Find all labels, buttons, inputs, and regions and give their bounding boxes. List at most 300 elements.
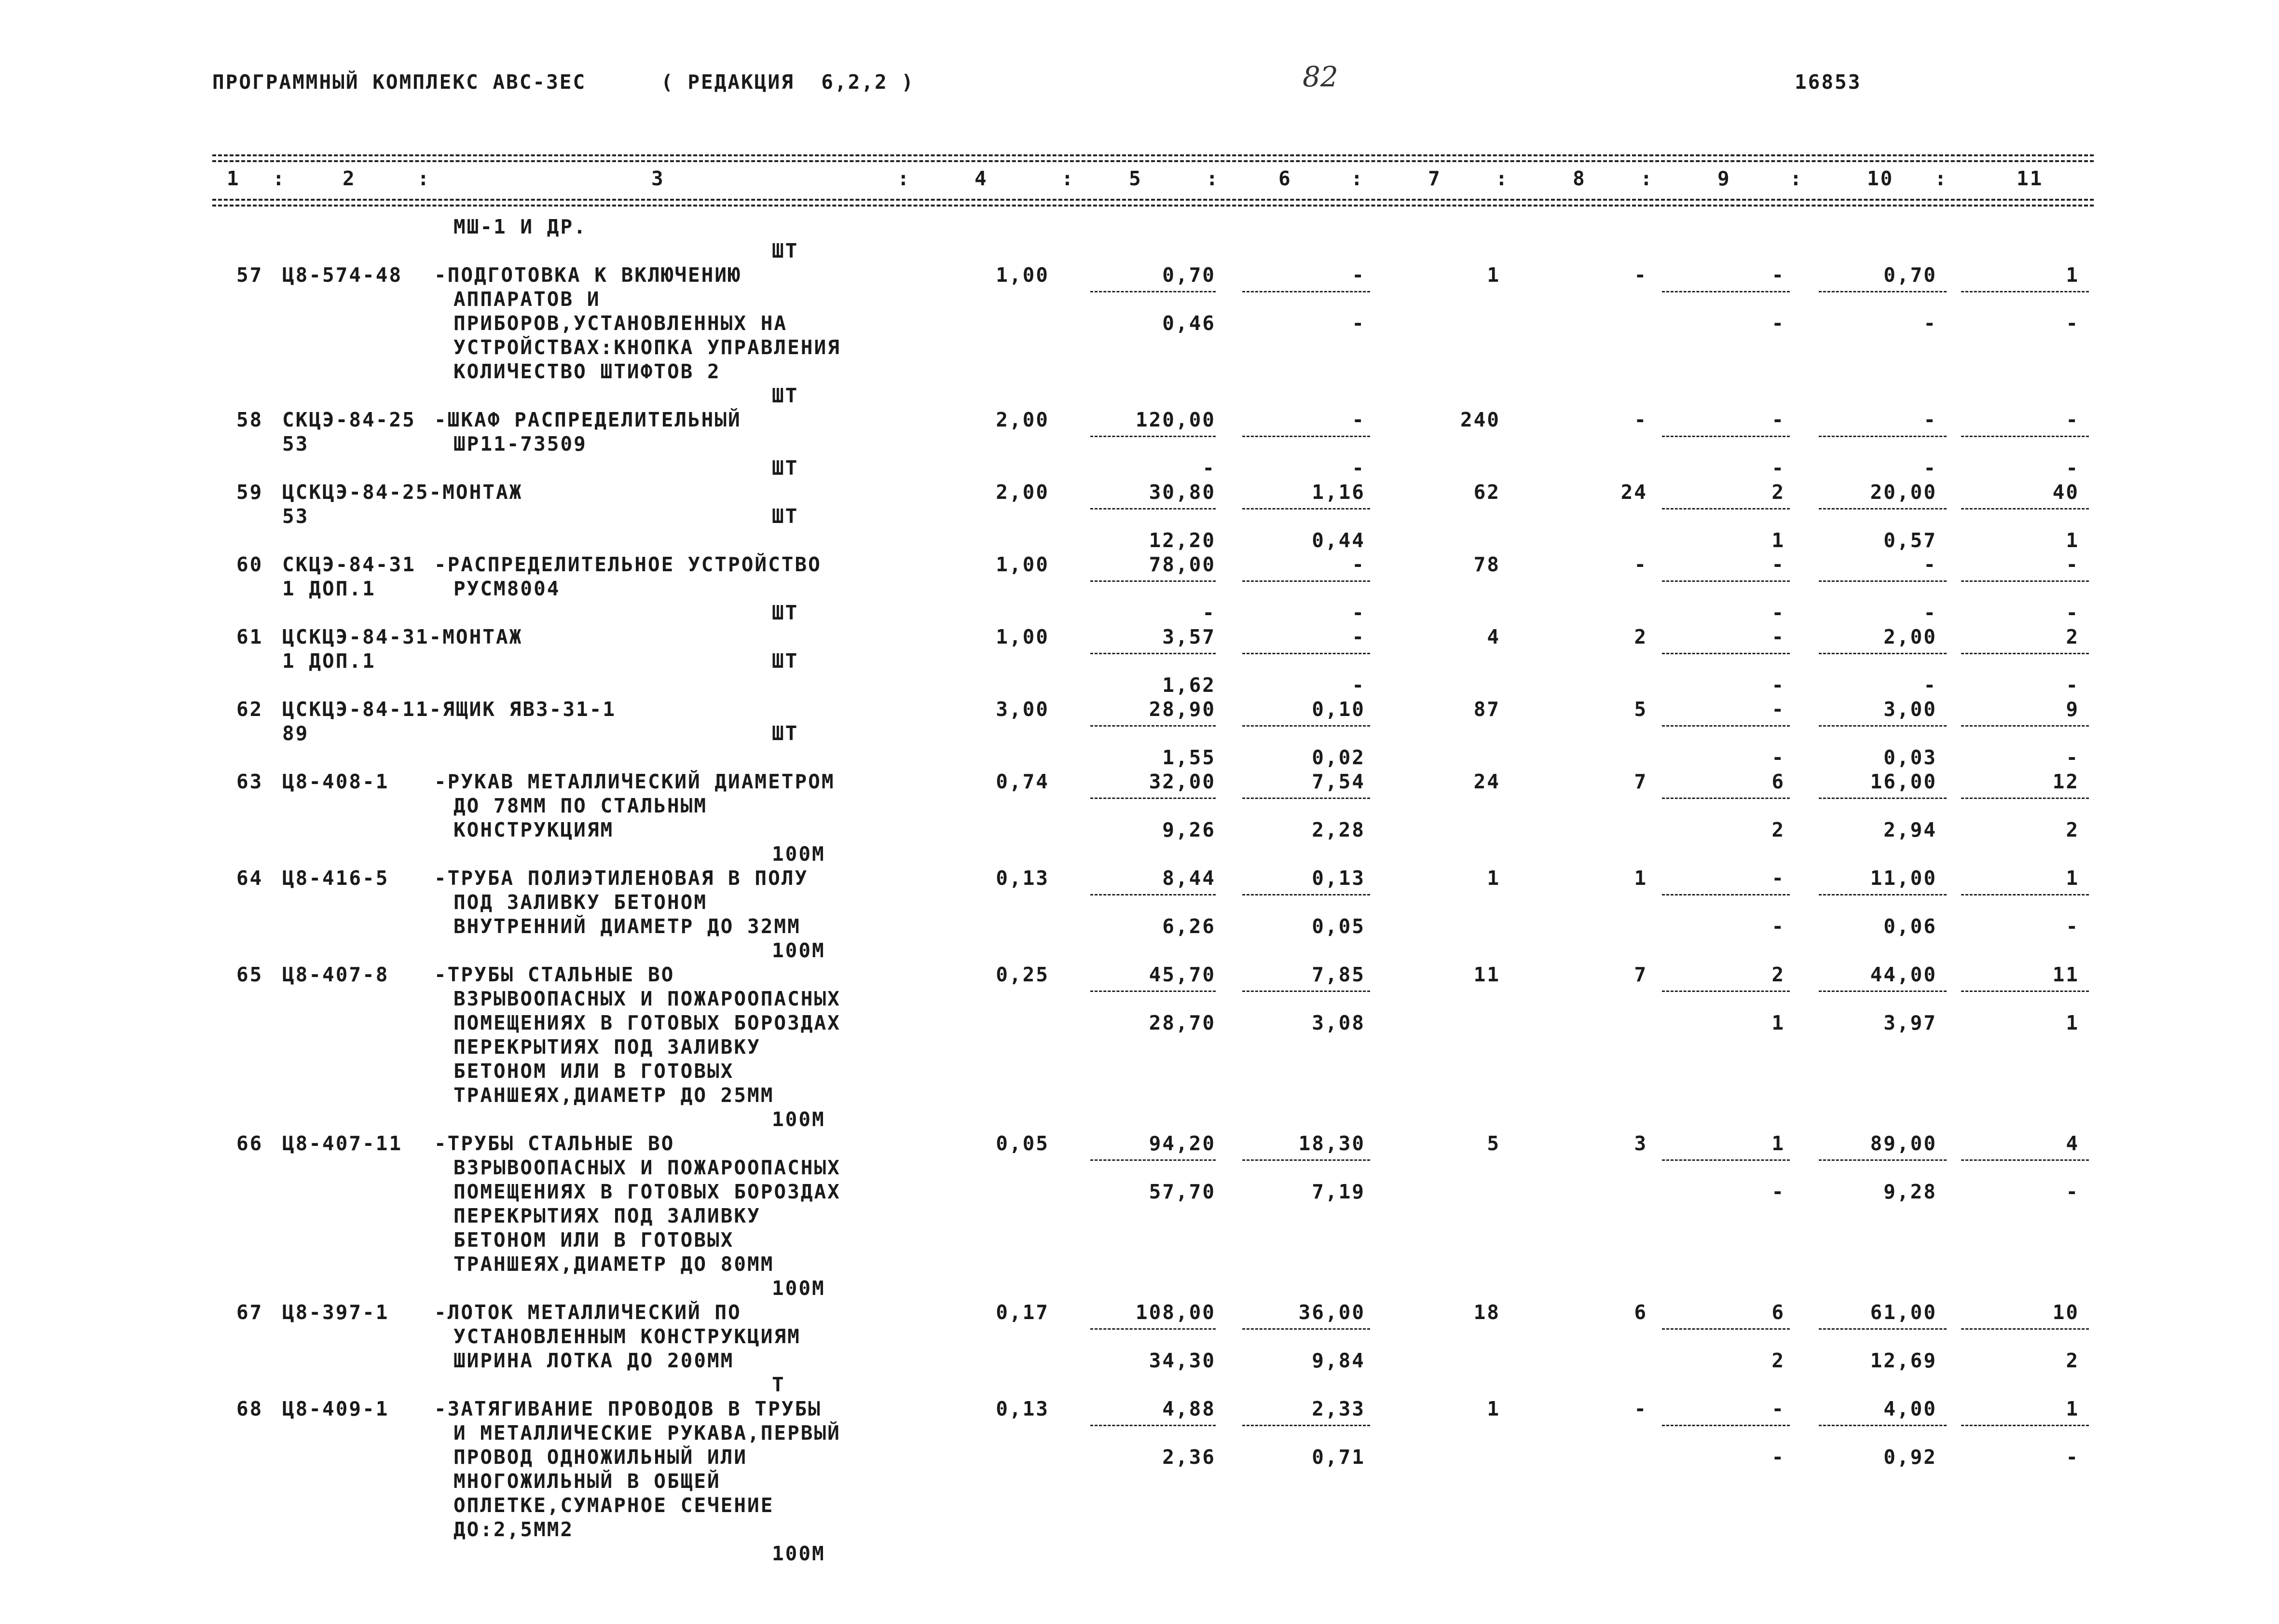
machine-total-wages: - xyxy=(1771,1180,1785,1203)
labor-total-mach: - xyxy=(2066,1180,2079,1203)
cost-total: 108,00 xyxy=(1135,1301,1216,1324)
machine-cost: 1,16 xyxy=(1312,481,1365,504)
quantity: 0,25 xyxy=(996,963,1049,986)
work-description: УСТАНОВЛЕННЫМ КОНСТРУКЦИЯМ xyxy=(453,1325,801,1348)
quantity: 0,74 xyxy=(996,770,1049,793)
cost-total-wages: 6,26 xyxy=(1162,915,1216,938)
work-description: -ЗАТЯГИВАНИЕ ПРОВОДОВ В ТРУБЫ xyxy=(434,1397,822,1420)
total-cost: 62 xyxy=(1473,481,1500,504)
value-separator xyxy=(1242,291,1370,292)
value-separator xyxy=(1819,798,1947,799)
total-cost: 18 xyxy=(1473,1301,1500,1324)
value-separator xyxy=(1242,653,1370,654)
wages-total: - xyxy=(1634,1397,1647,1420)
work-description: МНОГОЖИЛЬНЫЙ В ОБЩЕЙ xyxy=(453,1470,721,1493)
quantity: 0,17 xyxy=(996,1301,1049,1324)
value-separator xyxy=(1662,580,1790,582)
machine-total: 2 xyxy=(1771,963,1785,986)
work-description: ВЗРЫВООПАСНЫХ И ПОЖАРООПАСНЫХ xyxy=(453,1156,841,1179)
work-description: КОЛИЧЕСТВО ШТИФТОВ 2 xyxy=(453,360,721,383)
machine-total: 6 xyxy=(1771,1301,1785,1324)
cost-total: 45,70 xyxy=(1149,963,1216,986)
quantity: 0,13 xyxy=(996,1397,1049,1420)
labor-total-mach: - xyxy=(2066,456,2079,480)
cost-total: 32,00 xyxy=(1149,770,1216,793)
total-cost: 11 xyxy=(1473,963,1500,986)
value-separator xyxy=(1090,653,1216,654)
machine-cost-wages: - xyxy=(1352,674,1365,697)
value-separator xyxy=(1961,653,2089,654)
total-cost: 1 xyxy=(1487,263,1500,287)
machine-cost-wages: 2,28 xyxy=(1312,818,1365,841)
machine-total-wages: 2 xyxy=(1771,818,1785,841)
labor-total-mach: - xyxy=(2066,601,2079,624)
machine-total-wages: - xyxy=(1771,746,1785,769)
wages-total: 6 xyxy=(1634,1301,1647,1324)
cost-total-wages: - xyxy=(1202,456,1216,480)
value-separator xyxy=(1662,798,1790,799)
work-description: ПЕРЕКРЫТИЯХ ПОД ЗАЛИВКУ xyxy=(453,1204,761,1227)
labor-total: 2 xyxy=(2066,625,2079,648)
machine-cost-wages: - xyxy=(1352,456,1365,480)
wages-total: - xyxy=(1634,553,1647,576)
work-description: ТРАНШЕЯХ,ДИАМЕТР ДО 80ММ xyxy=(453,1252,774,1276)
cost-total-wages: 57,70 xyxy=(1149,1180,1216,1203)
work-description: -ТРУБЫ СТАЛЬНЫЕ ВО xyxy=(434,963,675,986)
value-separator xyxy=(1242,580,1370,582)
work-description: ПОМЕЩЕНИЯХ В ГОТОВЫХ БОРОЗДАХ xyxy=(453,1011,841,1034)
price-code: Ц8-574-48 xyxy=(282,263,403,287)
wages-total: 24 xyxy=(1620,481,1647,504)
labor-unit-mach: - xyxy=(1923,312,1937,335)
value-separator xyxy=(1961,1159,2089,1161)
machine-total: 2 xyxy=(1771,481,1785,504)
work-description: ВНУТРЕННИЙ ДИАМЕТР ДО 32ММ xyxy=(453,915,801,938)
wages-total: - xyxy=(1634,263,1647,287)
value-separator xyxy=(1242,1159,1370,1161)
work-description: ПОМЕЩЕНИЯХ В ГОТОВЫХ БОРОЗДАХ xyxy=(453,1180,841,1203)
work-description: -ТРУБА ПОЛИЭТИЛЕНОВАЯ В ПОЛУ xyxy=(434,867,809,890)
labor-unit: 61,00 xyxy=(1870,1301,1937,1324)
wages-total: 1 xyxy=(1634,867,1647,890)
price-code: 53 xyxy=(282,505,309,528)
labor-total: 1 xyxy=(2066,263,2079,287)
work-description: ШИРИНА ЛОТКА ДО 200ММ xyxy=(453,1349,734,1372)
machine-total: - xyxy=(1771,263,1785,287)
cost-total-wages: 9,26 xyxy=(1162,818,1216,841)
value-separator xyxy=(1819,991,1947,992)
machine-total: - xyxy=(1771,408,1785,431)
value-separator xyxy=(1961,508,2089,509)
cost-total: 0,70 xyxy=(1162,263,1216,287)
cost-total: 30,80 xyxy=(1149,481,1216,504)
work-description: ПРИБОРОВ,УСТАНОВЛЕННЫХ НА xyxy=(453,312,788,335)
value-separator xyxy=(1819,580,1947,582)
work-description: -РУКАВ МЕТАЛЛИЧЕСКИЙ ДИАМЕТРОМ xyxy=(434,770,835,793)
labor-total: 1 xyxy=(2066,1397,2079,1420)
row-number: 57 xyxy=(236,263,263,287)
total-cost: 24 xyxy=(1473,770,1500,793)
value-separator xyxy=(1961,580,2089,582)
unit-of-measure: ШТ xyxy=(772,456,799,480)
unit-of-measure: 100М xyxy=(772,1108,825,1131)
wages-total: 3 xyxy=(1634,1132,1647,1155)
machine-total-wages: 1 xyxy=(1771,529,1785,552)
labor-unit: 4,00 xyxy=(1883,1397,1937,1420)
cost-total: 28,90 xyxy=(1149,698,1216,721)
value-separator xyxy=(1242,725,1370,727)
value-separator xyxy=(1242,1328,1370,1330)
work-description: -ЛОТОК МЕТАЛЛИЧЕСКИЙ ПО xyxy=(434,1301,741,1324)
column-label-11: 11 xyxy=(2017,167,2044,190)
column-separator: : xyxy=(273,167,286,190)
value-separator xyxy=(1090,1159,1216,1161)
machine-total: - xyxy=(1771,625,1785,648)
value-separator xyxy=(1961,798,2089,799)
labor-unit: 20,00 xyxy=(1870,481,1937,504)
total-cost: 240 xyxy=(1460,408,1500,431)
value-separator xyxy=(1819,1328,1947,1330)
page-number: 82 xyxy=(1303,60,1338,93)
cost-total: 8,44 xyxy=(1162,867,1216,890)
value-separator xyxy=(1819,725,1947,727)
work-description: -ТРУБЫ СТАЛЬНЫЕ ВО xyxy=(434,1132,675,1155)
labor-total-mach: 1 xyxy=(2066,529,2079,552)
price-code: Ц8-416-5 xyxy=(282,867,389,890)
work-description: ДО 78ММ ПО СТАЛЬНЫМ xyxy=(453,794,707,817)
column-separator: : xyxy=(1496,167,1509,190)
machine-total-wages: - xyxy=(1771,312,1785,335)
column-label-3: 3 xyxy=(651,167,665,190)
machine-cost: 0,10 xyxy=(1312,698,1365,721)
value-separator xyxy=(1662,991,1790,992)
quantity: 0,13 xyxy=(996,867,1049,890)
cost-total: 94,20 xyxy=(1149,1132,1216,1155)
column-separator: : xyxy=(897,167,911,190)
value-separator xyxy=(1242,894,1370,895)
labor-unit: 11,00 xyxy=(1870,867,1937,890)
row-number: 58 xyxy=(236,408,263,431)
labor-unit-mach: 0,06 xyxy=(1883,915,1937,938)
row-number: 63 xyxy=(236,770,263,793)
column-label-5: 5 xyxy=(1129,167,1142,190)
machine-cost: 2,33 xyxy=(1312,1397,1365,1420)
work-description: УСТРОЙСТВАХ:КНОПКА УПРАВЛЕНИЯ xyxy=(453,336,841,359)
column-label-2: 2 xyxy=(343,167,356,190)
column-separator: : xyxy=(1790,167,1803,190)
labor-total: - xyxy=(2066,408,2079,431)
cost-total-wages: 28,70 xyxy=(1149,1011,1216,1034)
value-separator xyxy=(1090,291,1216,292)
labor-unit-mach: 3,97 xyxy=(1883,1011,1937,1034)
machine-cost-wages: 3,08 xyxy=(1312,1011,1365,1034)
wages-total: 7 xyxy=(1634,963,1647,986)
total-cost: 1 xyxy=(1487,1397,1500,1420)
value-separator xyxy=(1961,1425,2089,1426)
work-description: БЕТОНОМ ИЛИ В ГОТОВЫХ xyxy=(453,1228,734,1252)
unit-of-measure: Т xyxy=(772,1373,785,1396)
value-separator xyxy=(1662,291,1790,292)
work-description: -ШКАФ РАСПРЕДЕЛИТЕЛЬНЫЙ xyxy=(434,408,741,431)
work-description: ШР11-73509 xyxy=(453,432,587,455)
column-label-7: 7 xyxy=(1428,167,1442,190)
row-number: 66 xyxy=(236,1132,263,1155)
value-separator xyxy=(1662,508,1790,509)
work-description: И МЕТАЛЛИЧЕСКИЕ РУКАВА,ПЕРВЫЙ xyxy=(453,1421,841,1445)
machine-cost: 18,30 xyxy=(1298,1132,1365,1155)
unit-of-measure: ШТ xyxy=(772,649,799,673)
value-separator xyxy=(1242,991,1370,992)
price-code: 1 ДОП.1 xyxy=(282,649,376,673)
unit-of-measure: ШТ xyxy=(772,505,799,528)
labor-total-mach: - xyxy=(2066,674,2079,697)
value-separator xyxy=(1819,1425,1947,1426)
machine-cost-wages: 0,71 xyxy=(1312,1445,1365,1469)
value-separator xyxy=(1662,725,1790,727)
value-separator xyxy=(1090,991,1216,992)
column-separator: : xyxy=(1206,167,1220,190)
price-code: 89 xyxy=(282,722,309,745)
carry-over-unit: ШТ xyxy=(772,239,799,262)
value-separator xyxy=(1961,894,2089,895)
machine-cost: 0,13 xyxy=(1312,867,1365,890)
work-description: -РАСПРЕДЕЛИТЕЛЬНОЕ УСТРОЙСТВО xyxy=(434,553,822,576)
value-separator xyxy=(1961,436,2089,437)
value-separator xyxy=(1662,436,1790,437)
cost-total: 4,88 xyxy=(1162,1397,1216,1420)
labor-unit-mach: 9,28 xyxy=(1883,1180,1937,1203)
column-label-4: 4 xyxy=(975,167,988,190)
header-rule-bottom xyxy=(212,199,2094,201)
machine-total: - xyxy=(1771,1397,1785,1420)
value-separator xyxy=(1090,894,1216,895)
machine-cost-wages: 9,84 xyxy=(1312,1349,1365,1372)
cost-total-wages: 12,20 xyxy=(1149,529,1216,552)
labor-total-mach: 2 xyxy=(2066,818,2079,841)
cost-total-wages: 2,36 xyxy=(1162,1445,1216,1469)
labor-unit: 89,00 xyxy=(1870,1132,1937,1155)
column-label-8: 8 xyxy=(1573,167,1586,190)
row-number: 68 xyxy=(236,1397,263,1420)
machine-cost: - xyxy=(1352,408,1365,431)
price-code: ЦСКЦЭ-84-25-МОНТАЖ xyxy=(282,481,523,504)
labor-unit: - xyxy=(1923,553,1937,576)
labor-total-mach: - xyxy=(2066,915,2079,938)
cost-total: 78,00 xyxy=(1149,553,1216,576)
machine-cost: 7,54 xyxy=(1312,770,1365,793)
row-number: 67 xyxy=(236,1301,263,1324)
value-separator xyxy=(1090,798,1216,799)
value-separator xyxy=(1242,436,1370,437)
machine-total-wages: - xyxy=(1771,601,1785,624)
machine-total: - xyxy=(1771,698,1785,721)
machine-total-wages: - xyxy=(1771,674,1785,697)
value-separator xyxy=(1090,1425,1216,1426)
price-code: Ц8-409-1 xyxy=(282,1397,389,1420)
price-code: Ц8-397-1 xyxy=(282,1301,389,1324)
value-separator xyxy=(1090,508,1216,509)
unit-of-measure: 100М xyxy=(772,939,825,962)
machine-cost-wages: 7,19 xyxy=(1312,1180,1365,1203)
column-separator: : xyxy=(1935,167,1948,190)
labor-unit: 16,00 xyxy=(1870,770,1937,793)
edition-label: ( РЕДАКЦИЯ 6,2,2 ) xyxy=(661,70,915,94)
work-description: БЕТОНОМ ИЛИ В ГОТОВЫХ xyxy=(453,1060,734,1083)
labor-total: 9 xyxy=(2066,698,2079,721)
total-cost: 4 xyxy=(1487,625,1500,648)
row-number: 60 xyxy=(236,553,263,576)
labor-unit-mach: 12,69 xyxy=(1870,1349,1937,1372)
quantity: 2,00 xyxy=(996,408,1049,431)
machine-total-wages: 2 xyxy=(1771,1349,1785,1372)
machine-total: 6 xyxy=(1771,770,1785,793)
column-label-9: 9 xyxy=(1717,167,1731,190)
column-label-1: 1 xyxy=(227,167,240,190)
value-separator xyxy=(1090,1328,1216,1330)
value-separator xyxy=(1819,291,1947,292)
value-separator xyxy=(1819,894,1947,895)
total-cost: 5 xyxy=(1487,1132,1500,1155)
carry-over-description: МШ-1 И ДР. xyxy=(453,215,587,238)
cost-total-wages: - xyxy=(1202,601,1216,624)
labor-unit-mach: - xyxy=(1923,456,1937,480)
work-description: РУСМ8004 xyxy=(453,577,561,600)
cost-total: 120,00 xyxy=(1135,408,1216,431)
labor-total: 1 xyxy=(2066,867,2079,890)
labor-unit-mach: 0,92 xyxy=(1883,1445,1937,1469)
value-separator xyxy=(1819,653,1947,654)
machine-total-wages: - xyxy=(1771,456,1785,480)
column-separator: : xyxy=(417,167,431,190)
machine-total-wages: - xyxy=(1771,1445,1785,1469)
machine-total-wages: 1 xyxy=(1771,1011,1785,1034)
labor-unit-mach: - xyxy=(1923,674,1937,697)
value-separator xyxy=(1662,894,1790,895)
price-code: СКЦЭ-84-31 xyxy=(282,553,416,576)
labor-unit: - xyxy=(1923,408,1937,431)
work-description: ТРАНШЕЯХ,ДИАМЕТР ДО 25ММ xyxy=(453,1084,774,1107)
column-separator: : xyxy=(1640,167,1654,190)
quantity: 1,00 xyxy=(996,553,1049,576)
labor-total: 11 xyxy=(2052,963,2079,986)
value-separator xyxy=(1819,436,1947,437)
work-description: КОНСТРУКЦИЯМ xyxy=(453,818,614,841)
value-separator xyxy=(1090,436,1216,437)
price-code: Ц8-408-1 xyxy=(282,770,389,793)
machine-cost-wages: 0,44 xyxy=(1312,529,1365,552)
wages-total: 5 xyxy=(1634,698,1647,721)
quantity: 1,00 xyxy=(996,625,1049,648)
labor-total-mach: 1 xyxy=(2066,1011,2079,1034)
value-separator xyxy=(1090,725,1216,727)
labor-total-mach: 2 xyxy=(2066,1349,2079,1372)
machine-total-wages: - xyxy=(1771,915,1785,938)
work-description: ПОД ЗАЛИВКУ БЕТОНОМ xyxy=(453,891,707,914)
cost-total-wages: 1,62 xyxy=(1162,674,1216,697)
value-separator xyxy=(1961,991,2089,992)
price-code: 1 ДОП.1 xyxy=(282,577,376,600)
row-number: 59 xyxy=(236,481,263,504)
work-description: ДО:2,5ММ2 xyxy=(453,1518,574,1541)
machine-total: - xyxy=(1771,867,1785,890)
work-description: ПРОВОД ОДНОЖИЛЬНЫЙ ИЛИ xyxy=(453,1445,748,1469)
machine-total: 1 xyxy=(1771,1132,1785,1155)
value-separator xyxy=(1090,580,1216,582)
labor-total-mach: - xyxy=(2066,746,2079,769)
wages-total: - xyxy=(1634,408,1647,431)
value-separator xyxy=(1662,1159,1790,1161)
quantity: 2,00 xyxy=(996,481,1049,504)
wages-total: 2 xyxy=(1634,625,1647,648)
row-number: 62 xyxy=(236,698,263,721)
labor-unit: 2,00 xyxy=(1883,625,1937,648)
machine-cost: 7,85 xyxy=(1312,963,1365,986)
work-description: ВЗРЫВООПАСНЫХ И ПОЖАРООПАСНЫХ xyxy=(453,987,841,1010)
header-rule-top xyxy=(212,154,2094,156)
value-separator xyxy=(1242,508,1370,509)
quantity: 1,00 xyxy=(996,263,1049,287)
column-label-6: 6 xyxy=(1278,167,1292,190)
row-number: 65 xyxy=(236,963,263,986)
price-code: Ц8-407-11 xyxy=(282,1132,403,1155)
header-rule-bottom-2 xyxy=(212,205,2094,206)
machine-cost: - xyxy=(1352,553,1365,576)
labor-total: 10 xyxy=(2052,1301,2079,1324)
work-description: -ПОДГОТОВКА К ВКЛЮЧЕНИЮ xyxy=(434,263,741,287)
cost-total-wages: 0,46 xyxy=(1162,312,1216,335)
labor-unit-mach: 2,94 xyxy=(1883,818,1937,841)
cost-total-wages: 34,30 xyxy=(1149,1349,1216,1372)
value-separator xyxy=(1662,653,1790,654)
labor-total: - xyxy=(2066,553,2079,576)
unit-of-measure: 100М xyxy=(772,1277,825,1300)
unit-of-measure: 100М xyxy=(772,842,825,866)
value-separator xyxy=(1819,508,1947,509)
cost-total: 3,57 xyxy=(1162,625,1216,648)
column-label-10: 10 xyxy=(1867,167,1894,190)
machine-total: - xyxy=(1771,553,1785,576)
labor-total-mach: - xyxy=(2066,312,2079,335)
labor-unit: 3,00 xyxy=(1883,698,1937,721)
unit-of-measure: ШТ xyxy=(772,384,799,407)
wages-total: 7 xyxy=(1634,770,1647,793)
labor-unit-mach: 0,03 xyxy=(1883,746,1937,769)
labor-total: 40 xyxy=(2052,481,2079,504)
labor-unit: 0,70 xyxy=(1883,263,1937,287)
value-separator xyxy=(1961,291,2089,292)
quantity: 0,05 xyxy=(996,1132,1049,1155)
row-number: 61 xyxy=(236,625,263,648)
machine-cost: - xyxy=(1352,625,1365,648)
total-cost: 78 xyxy=(1473,553,1500,576)
value-separator xyxy=(1961,725,2089,727)
machine-cost-wages: - xyxy=(1352,601,1365,624)
value-separator xyxy=(1662,1328,1790,1330)
unit-of-measure: ШТ xyxy=(772,722,799,745)
value-separator xyxy=(1961,1328,2089,1330)
row-number: 64 xyxy=(236,867,263,890)
value-separator xyxy=(1242,1425,1370,1426)
unit-of-measure: 100М xyxy=(772,1542,825,1565)
machine-cost-wages: 0,05 xyxy=(1312,915,1365,938)
labor-total: 12 xyxy=(2052,770,2079,793)
machine-cost-wages: - xyxy=(1352,312,1365,335)
labor-total: 4 xyxy=(2066,1132,2079,1155)
document-number: 16853 xyxy=(1795,70,1862,94)
price-code: 53 xyxy=(282,432,309,455)
value-separator xyxy=(1819,1159,1947,1161)
column-separator: : xyxy=(1351,167,1364,190)
